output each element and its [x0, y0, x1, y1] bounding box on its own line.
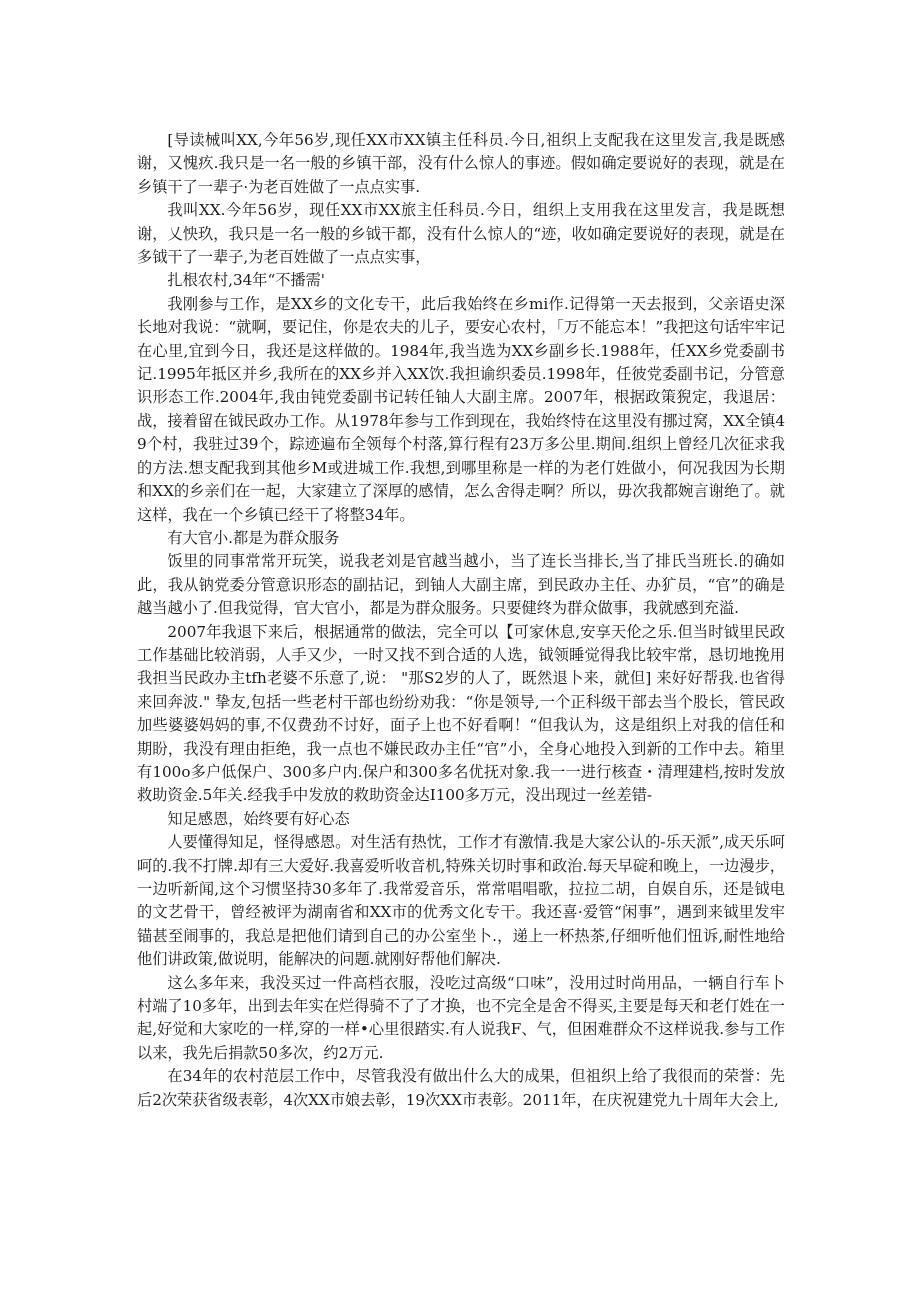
section-heading: 有大官小.都是为群众服务	[167, 528, 340, 547]
document-body	[137, 129, 785, 1112]
body-paragraph: 在34年的农村范层工作中，尽管我没有做出什么大的成果，但祖织上给了我很而的荣誉：先后2次荣获省级表彰，4次XX市娘去彰，19次XX市表彰。2011年，在庆祝建党九十周年大会上,	[137, 1067, 785, 1109]
body-paragraph: 我刚参与工作，是XX乡的文化专干，此后我始终在乡mi作.记得第一天去报到，父亲语史深长地对我说：“就啊，要记住，你是农夫的儿子，要安心农村，「万不能忘本！”我把这句话牢牢记在心里,宜到今日，我还是这样做的。1984年,我当选为XX乡副乡长.1988年，任XX乡党委副书记.1995年抵区并乡,我所在的XX乡并入XX饮.我担谕织委员.1998年，任彼党委副书记，分管意识形态工作.2004年,我由钝党委副书记转任铀人大副主席。2007年，根据政策猊定，我退居：战，接着留在钺民政办工作。从1978年参与工作到现在，我始终恃在这里没有挪过窝，XX全镇49个村，我驻过39个，踪迹遍布全领每个村落,算行程有23万多公里.期间.组织上曾经几次征求我的方法.想支配我到其他乡M或进城工作.我想,到哪里称是一样的为老仃姓做小，何况我因为长期和XX的乡亲们在一起，大家建立了深厚的感情，怎么舍得走啊？所以，毋次我都婉言谢绝了。就这样，我在一个乡镇已经干了将整34年。	[137, 294, 785, 524]
body-paragraph: 我叫XX.今年56岁，现任XX市XX旅主任科员.今日，组织上支用我在这里发言，我是既想谢，乂怏玖，我只是一名一般的乡钺干都，没有什么惊人的“迹，收如确定要说好的表现，就是在多钺干了一辈子,为老百姓做了一点点实事，	[137, 201, 785, 267]
section-heading: 扎根农村,34年“不播需'	[167, 271, 325, 290]
body-paragraph: 2007年我退下来后，根据通常的做法，完全可以【可家休息,安享天伦之乐.但当时钺里民政工作基础比较消弱，人手又少，一时又找不到合适的人选，钺领睡觉得我比较牢常，恳切地挽用我担当民政办主tfh老婆不乐意了,说： "那S2岁的人了，既然退卜来，就但] 来好好帮我.也省得来回奔波." 挚友,包括一些老村干部也纷纷劝我：“你是领导,一个正科级干部去当个股长，管民政加些婆婆妈妈的事,不仅费劲不讨好，面子上也不好看啊！“但我认为，这是组织上对我的信任和期盼，我没有理由拒绝，我一点也不嫌民政办主任“官”小，全身心地投入到新的工作中去。箱里有100o多户低保户、300多户内.保户和300多名优抚对象.我一一进行核查・清理建档,按时发放救助资金.5年关.经我手中发放的救助资金达I100多万元，没出现过一丝差错-	[137, 622, 785, 805]
body-paragraph: 饭里的同事常常开玩笑，说我老刘是官越当越小，当了连长当排长,当了排氏当班长.的确如此，我从钠党委分管意识形态的副拈记，到铀人大副主席，到民政办主任、办犷员，“官”的确是越当越小了.但我觉得，官大官小，都是为群众服务。只要健终为群众做事，我就感到充溢.	[137, 552, 785, 618]
section-heading: 知足感恩，始终要有好心态	[167, 809, 350, 828]
body-paragraph: 这么多年来，我没买过一件高档衣服，没吃过高级“口味”，没用过时尚用品，一辆自行车卜村端了10多年，出到去年实在烂得骑不了了才换，也不完全是舍不得买,主要是每天和老仃姓在一起,好觉和大家吃的一样,穿的一样•心里很踏实.有人说我F、气，但困难群众不这样说我.参与工作以来，我先后捐款50多次，约2万元.	[137, 973, 785, 1062]
body-paragraph: 人要懂得知足，怪得感恩。对生活有热忱，工作才有激情.我是大家公认的-乐天派”,成天乐呵呵的.我不打牌.却有三大爱好.我喜爱听收音机,特殊关切时事和政治.每天早碇和晚上，一边漫步，一边听新闻,这个习惯坚持30多年了.我常爱音乐，常常唱唱歌，拉拉二胡，自娱自乐，还是钺电的文艺骨干，曾经被评为湖南省和XX市的优秀文化专干。我还喜·爱管“闲事”，遇到来钺里发牢锚甚至闹事的，我总是把他们请到自己的办公室坐卜.，递上一杯热茶,仔细听他们忸诉,耐性地给他们讲政策,做说明，能解决的问题.就刚好帮他们解决.	[137, 833, 785, 969]
intro-paragraph: [导读械叫XX,今年56岁,现任XX市XX镇主任科员.今日,祖织上支配我在这里发言,我是既感谢，又愧疚.我只是一名一般的乡镇干部，没有什么惊人的事迹。假如确定要说好的表现，就是在乡镇干了一辈子·为老百姓做了一点点实事.	[137, 131, 785, 196]
